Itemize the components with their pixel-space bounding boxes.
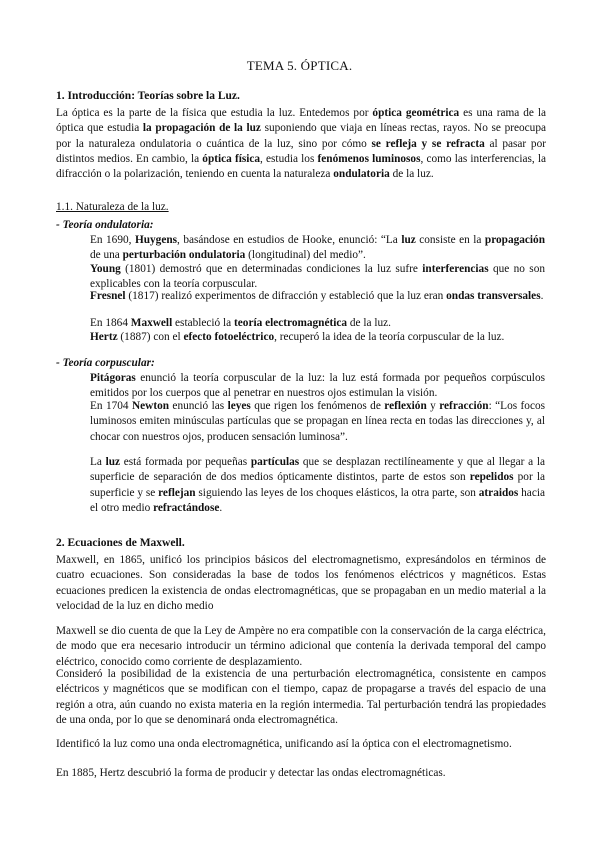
corpuscular-theory-item-0 (90, 371, 545, 402)
bold-term: óptica física (202, 152, 261, 165)
maxwell-paragraph-3: Consideró la posibilidad de la existencia de una perturbación electromagnética, consistente en campos eléctricos y magnéticos que se modifican con el tiempo, capaz de propagarse a través del espacio de una región a otra, aún cuando no exista materia en la región intermedia. Tal perturbación tendrá las propiedades de una onda, por lo que se denominará onda electromagnética. (56, 668, 546, 726)
subsection-heading: 1.1. Naturaleza de la luz. (56, 201, 169, 213)
wave-theory-item-0 (90, 233, 545, 264)
text-run: enunció las (169, 400, 228, 412)
bold-term: óptica geométrica (372, 107, 460, 119)
text-run: que rigen los fenómenos de (250, 400, 385, 412)
text-run: está formada por pequeñas (120, 456, 251, 468)
bold-term: repelidos (469, 471, 514, 484)
bold-term: refracción (439, 400, 489, 412)
bold-term: propagación (484, 234, 545, 246)
text-run: En 1864 (90, 317, 131, 329)
bold-term: la propagación de la luz (142, 122, 261, 135)
text-run: es una rama de la óptica que estudia (56, 107, 546, 135)
bold-term: efecto fotoeléctrico (183, 331, 275, 343)
bold-term: teoría electromagnética (234, 317, 348, 329)
text-run: La (90, 456, 106, 468)
bold-term: Hertz (90, 331, 118, 343)
bold-term: luz (105, 456, 121, 468)
text-run: (1887) con el (117, 331, 184, 343)
corpuscular-theory-extra (90, 455, 545, 516)
maxwell-paragraph-1: Maxwell, en 1865, unificó los principios básicos del electromagnetismo, expresándolos en términos de cuatro ecuaciones. Son consideradas la base de todos los fenómenos eléctricos y magnéticos. Estas ecuaciones predicen la existencia de ondas electromagnéticas, que se propagaban en un medio material a la velocidad de la luz en dicho medio (56, 554, 546, 612)
bold-term: Huygens (134, 234, 178, 246)
corpuscular-theory-label: - Teoría corpuscular: (56, 357, 155, 369)
bold-term: Newton (131, 400, 170, 412)
wave-theory-label: - Teoría ondulatoria: (56, 219, 154, 231)
text-run: por la superficie y se (90, 471, 545, 499)
document-title: TEMA 5. ÓPTICA. (246, 58, 353, 73)
text-run: de la luz. (347, 317, 391, 329)
text-run: consiste en la (415, 234, 485, 246)
wave-theory-item-1 (90, 262, 545, 293)
text-run: al pasar por distintos medios. En cambio, la (56, 137, 546, 165)
bold-term: leyes (227, 400, 251, 412)
text-run: (1801) demostró que en determinadas condiciones la luz sufre (120, 263, 423, 275)
text-run: enunció la teoría corpuscular de la luz: la luz está formada por pequeños corpúsculos emitidos por los cuerpos que al penetrar en nuestros ojos estimulan la visión. (90, 372, 545, 400)
bold-term: perturbación ondulatoria (122, 249, 246, 262)
text-run: de una (90, 249, 123, 262)
text-run: y (426, 400, 440, 412)
bold-term: refractándose (153, 501, 220, 514)
bold-term: reflejan (158, 486, 196, 499)
wave-theory-item-2 (90, 289, 545, 304)
text-run: suponiendo que viaja en líneas rectas, rayos. No se preocupa por la naturaleza ondulatoria o cuántica de la luz, sino por cómo (56, 122, 546, 150)
bold-term: fenómenos luminosos (317, 152, 421, 165)
corpuscular-theory-item-1 (90, 399, 545, 445)
text-run: de la luz. (389, 168, 434, 181)
text-run: : “Los focos luminosos emiten minúsculas partículas que se propagan en línea recta en todas las direcciones y, al chocar con nuestros ojos, producen sensación luminosa”. (90, 400, 545, 443)
bold-term: luz (401, 234, 416, 246)
bold-term: se refleja y se refracta (371, 137, 485, 150)
bold-term: ondulatoria (333, 168, 390, 181)
bold-term: atraidos (478, 486, 519, 499)
bold-term: Young (90, 263, 121, 275)
maxwell-paragraph-4: Identificó la luz como una onda electromagnética, unificando así la óptica con el electromagnetismo. (56, 738, 512, 750)
bold-term: partículas (250, 456, 300, 468)
text-run: La óptica es la parte de la física que estudia la luz. Entedemos por (56, 107, 373, 119)
bold-term: interferencias (422, 263, 489, 275)
text-run: (longitudinal) del medio”. (245, 249, 366, 262)
text-run: que no son explicables con la teoría corpuscular. (90, 263, 545, 291)
maxwell-paragraph-2: Maxwell se dio cuenta de que la Ley de Ampère no era compatible con la conservación de la carga eléctrica, de modo que era necesario introducir un término adicional que contenía la derivada temporal del campo eléctrico, conocido como corriente de desplazamiento. (56, 625, 546, 668)
text-run: En 1690, (90, 234, 135, 246)
text-run: . (219, 501, 223, 514)
text-run: siguiendo las leyes de los choques elásticos, la otra parte, son (195, 486, 479, 499)
bold-term: Pitágoras (90, 372, 136, 384)
section-2-heading: 2. Ecuaciones de Maxwell. (56, 537, 185, 549)
maxwell-paragraph-5: En 1885, Hertz descubrió la forma de producir y detectar las ondas electromagnéticas. (56, 767, 446, 779)
wave-theory-item-3 (90, 316, 545, 331)
wave-theory-item-4 (90, 330, 545, 345)
bold-term: Maxwell (130, 317, 173, 329)
bold-term: ondas transversales (446, 290, 541, 302)
text-run: (1817) realizó experimentos de difracción y estableció que la luz eran (125, 290, 447, 302)
text-run: que se desplazan rectilíneamente y que al llegar a la superficie de separación de dos medios ópticamente distintos, parte de estos son (90, 456, 546, 484)
text-run: . (540, 290, 544, 302)
text-run: , basándose en estudios de Hooke, enunció: “La (177, 234, 402, 246)
bold-term: reflexión (384, 400, 427, 412)
text-run: , como las interferencias, la difracción o la polarización, teniendo en cuenta la naturaleza (56, 152, 547, 181)
text-run: En 1704 (90, 400, 132, 412)
text-run: estableció la (172, 317, 235, 329)
text-run: hacia el otro medio (90, 486, 545, 514)
text-run: , recuperó la idea de la teoría corpuscular de la luz. (274, 331, 505, 343)
bold-term: Fresnel (90, 290, 126, 302)
section-1-heading: 1. Introducción: Teorías sobre la Luz. (56, 90, 240, 102)
text-run: , estudia los (260, 152, 318, 165)
section-1-intro (56, 106, 546, 182)
